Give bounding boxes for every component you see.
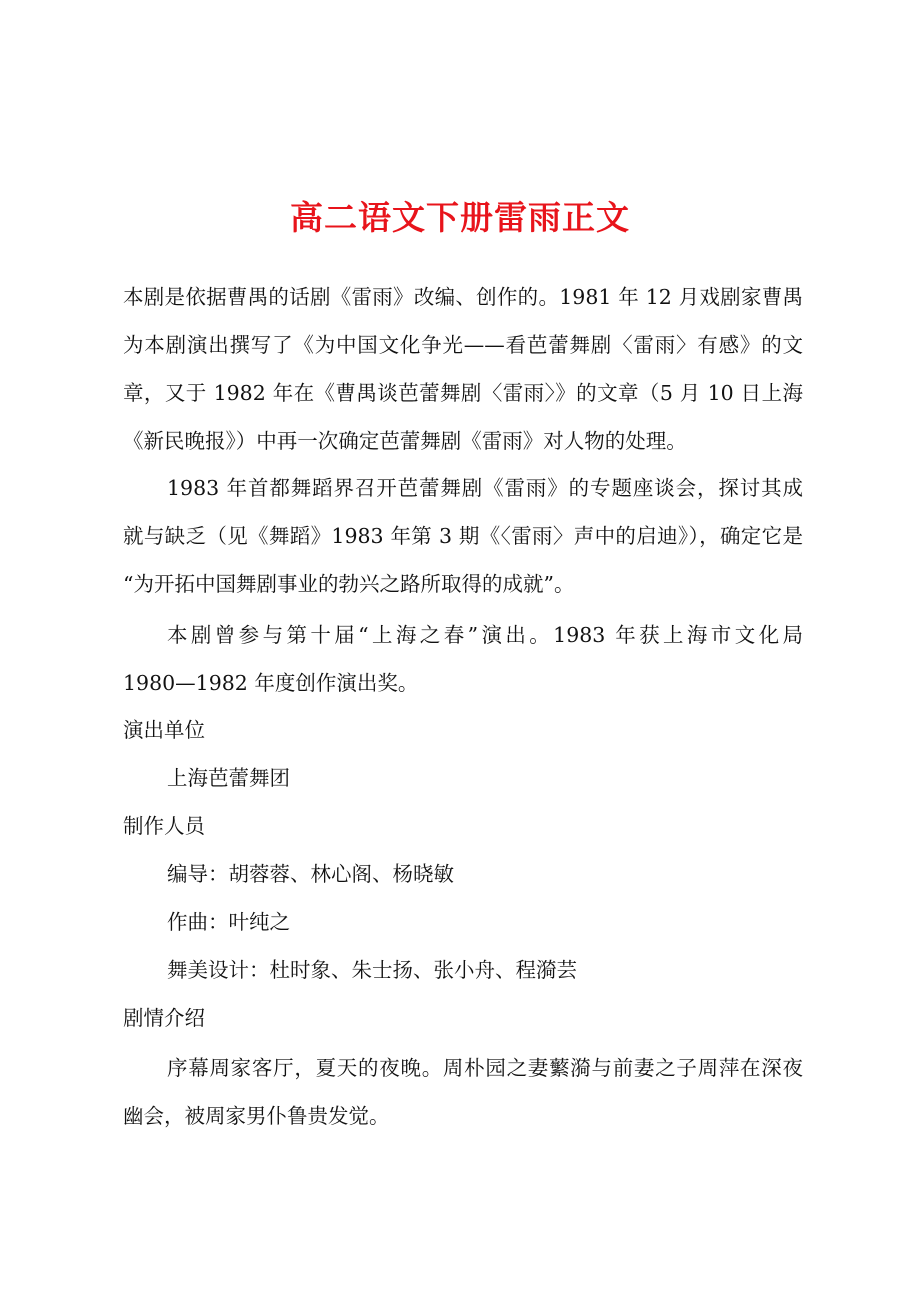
performer-name: 上海芭蕾舞团 [167, 766, 290, 790]
staff-stage-design: 舞美设计：杜时象、朱士扬、张小舟、程漪芸 [167, 958, 577, 982]
paragraph-line: 幽会，被周家男仆鲁贵发觉。 [123, 1104, 390, 1128]
paragraph-line: 1980—1982 年度创作演出奖。 [123, 671, 419, 695]
paragraph-line: 序幕周家客厅，夏天的夜晚。周朴园之妻蘩漪与前妻之子周萍在深夜 [167, 1056, 803, 1080]
paragraph-line: 章，又于 1982 年在《曹禺谈芭蕾舞剧〈雷雨〉》的文章（5 月 10 日上海 [123, 381, 803, 405]
paragraph-line: 本剧是依据曹禺的话剧《雷雨》改编、创作的。1981 年 12 月戏剧家曹禺 [123, 285, 803, 309]
paragraph-line: 《新民晚报》）中再一次确定芭蕾舞剧《雷雨》对人物的处理。 [123, 429, 687, 453]
staff-choreographers: 编导：胡蓉蓉、林心阁、杨晓敏 [167, 862, 454, 886]
paragraph-line: “为开拓中国舞剧事业的勃兴之路所取得的成就”。 [123, 572, 575, 596]
document-title: 高二语文下册雷雨正文 [290, 198, 630, 237]
paragraph-line: 为本剧演出撰写了《为中国文化争光——看芭蕾舞剧〈雷雨〉有感》的文 [123, 333, 803, 357]
staff-composer: 作曲：叶纯之 [167, 910, 290, 934]
paragraph-line: 就与缺乏（见《舞蹈》1983 年第 3 期《〈雷雨〉声中的启迪》），确定它是 [123, 524, 803, 548]
section-heading-staff: 制作人员 [123, 814, 205, 838]
section-heading-performer: 演出单位 [123, 718, 205, 742]
paragraph-line: 本剧曾参与第十届“上海之春”演出。1983 年获上海市文化局 [167, 623, 803, 647]
paragraph-line: 1983 年首都舞蹈界召开芭蕾舞剧《雷雨》的专题座谈会，探讨其成 [167, 476, 803, 500]
section-heading-synopsis: 剧情介绍 [123, 1006, 205, 1030]
